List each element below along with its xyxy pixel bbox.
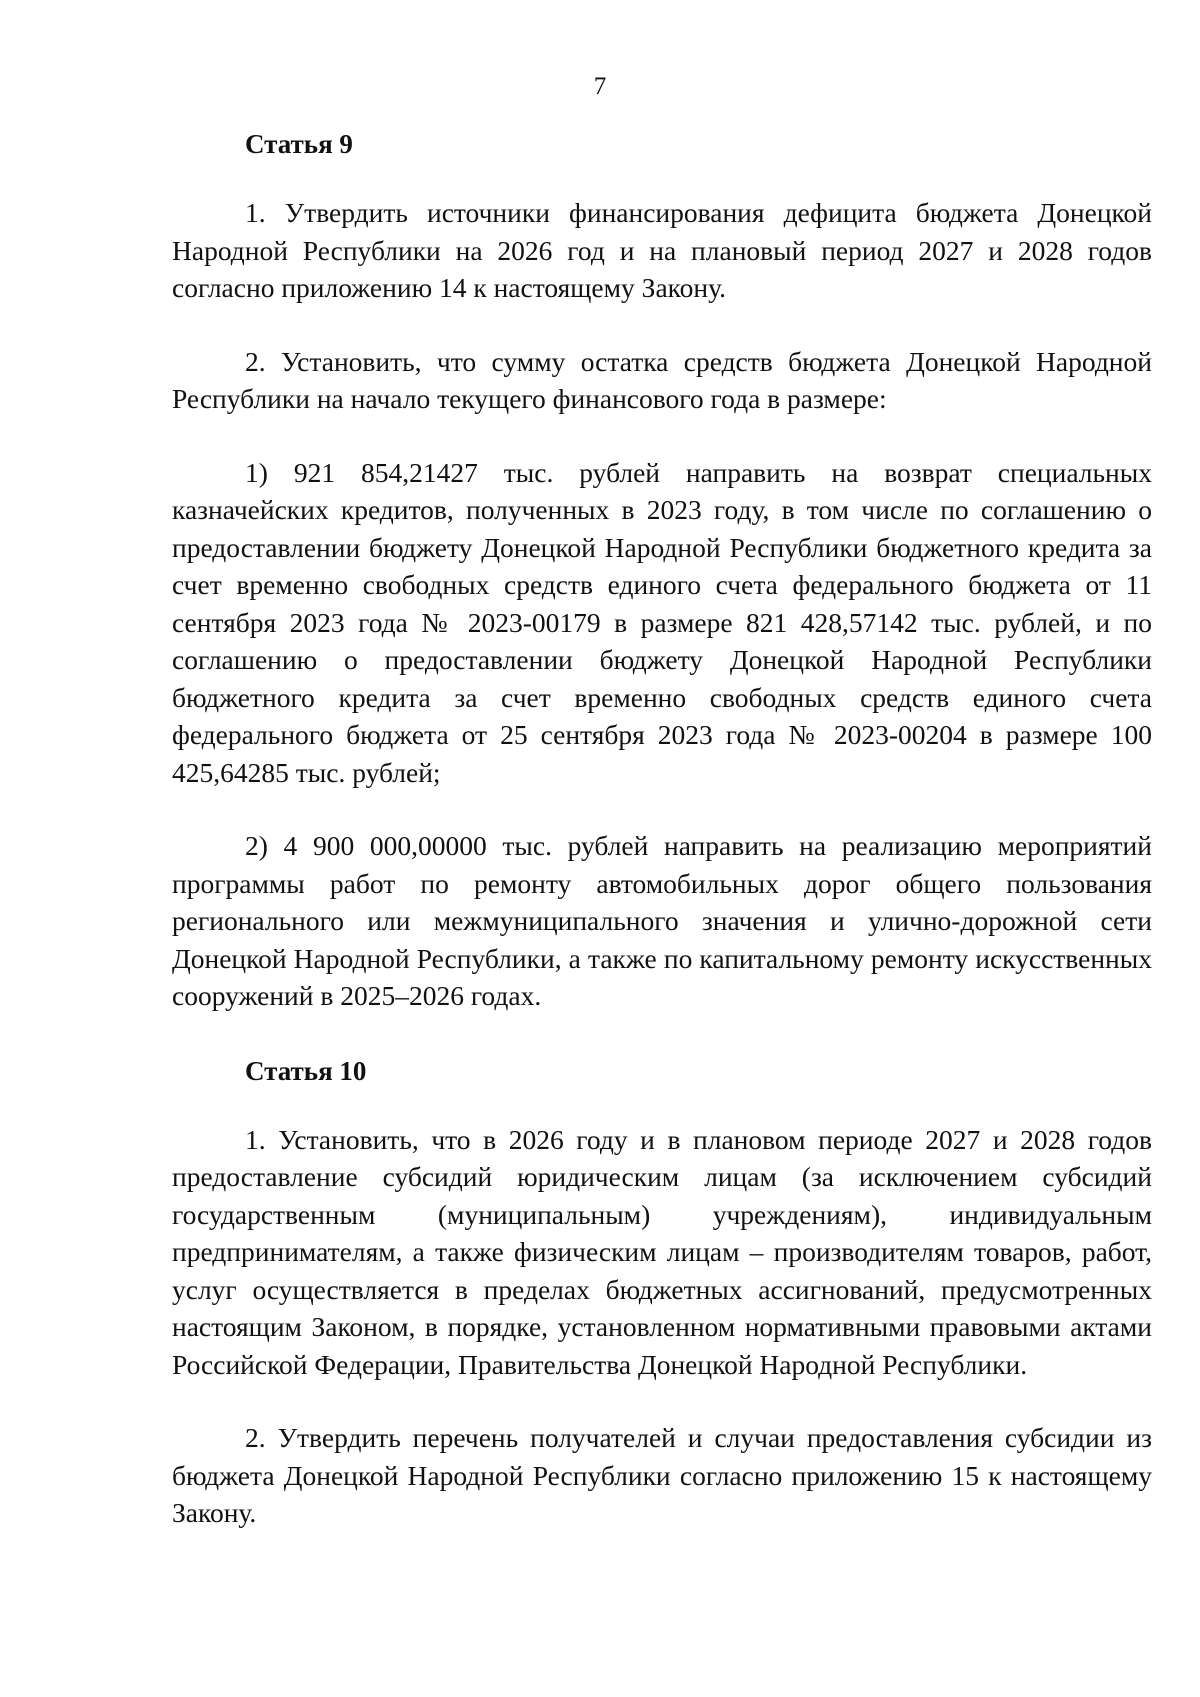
article-9-heading: Статья 9 xyxy=(245,129,353,159)
article-10 xyxy=(172,1052,1152,1532)
article-9-paragraph-2: 2. Установить, что сумму остатка средств бюджета Донецкой Народной Республики на начало текущего финансового года в размере: xyxy=(172,345,1152,414)
article-10-paragraph-1: 1. Установить, что в 2026 году и в плановом периоде 2027 и 2028 годов предоставление субсидий юридическим лицам (за исключением субсидий государственным (муниципальным) учреждениям), индивидуальным предпринимателям, а также физическим лицам – производителям товаров, работ, услуг осуществляется в пределах бюджетных ассигнований, предусмотренных настоящим Законом, в порядке, установленном нормативными правовыми актами Российской Федерации, Правительства Донецкой Народной Республики. xyxy=(172,1123,1152,1380)
article-9-paragraph-1: 1. Утвердить источники финансирования дефицита бюджета Донецкой Народной Республики на 2026 год и на плановый период 2027 и 2028 годов согласно приложению 14 к настоящему Закону. xyxy=(172,197,1152,303)
article-9-item-1: 1) 921 854,21427 тыс. рублей направить на возврат специальных казначейских кредитов, полученных в 2023 году, в том числе по соглашению о предоставлении бюджету Донецкой Народной Республики бюджетного кредита за счет временно свободных средств единого счета федерального бюджета от 11 сентября 2023 года № 2023-00179 в размере 821 428,57142 тыс. рублей, и по соглашению о предоставлении бюджету Донецкой Народной Республики бюджетного кредита за счет временно свободных средств единого счета федерального бюджета от 25 сентября 2023 года № 2023-00204 в размере 100 425,64285 тыс. рублей; xyxy=(172,456,1152,788)
article-9 xyxy=(172,125,1152,1015)
page-number: 7 xyxy=(593,73,607,100)
article-10-paragraph-2: 2. Утвердить перечень получателей и случаи предоставления субсидии из бюджета Донецкой Народной Республики согласно приложению 15 к настоящему Закону. xyxy=(172,1422,1152,1528)
article-10-heading: Статья 10 xyxy=(245,1055,367,1086)
article-9-item-2: 2) 4 900 000,00000 тыс. рублей направить на реализацию мероприятий программы работ по ремонту автомобильных дорог общего пользования регионального или межмуниципального значения и улично-дорожной сети Донецкой Народной Республики, а также по капитальному ремонту искусственных сооружений в 2025–2026 годах. xyxy=(172,830,1152,1011)
document-body xyxy=(172,125,1152,1532)
